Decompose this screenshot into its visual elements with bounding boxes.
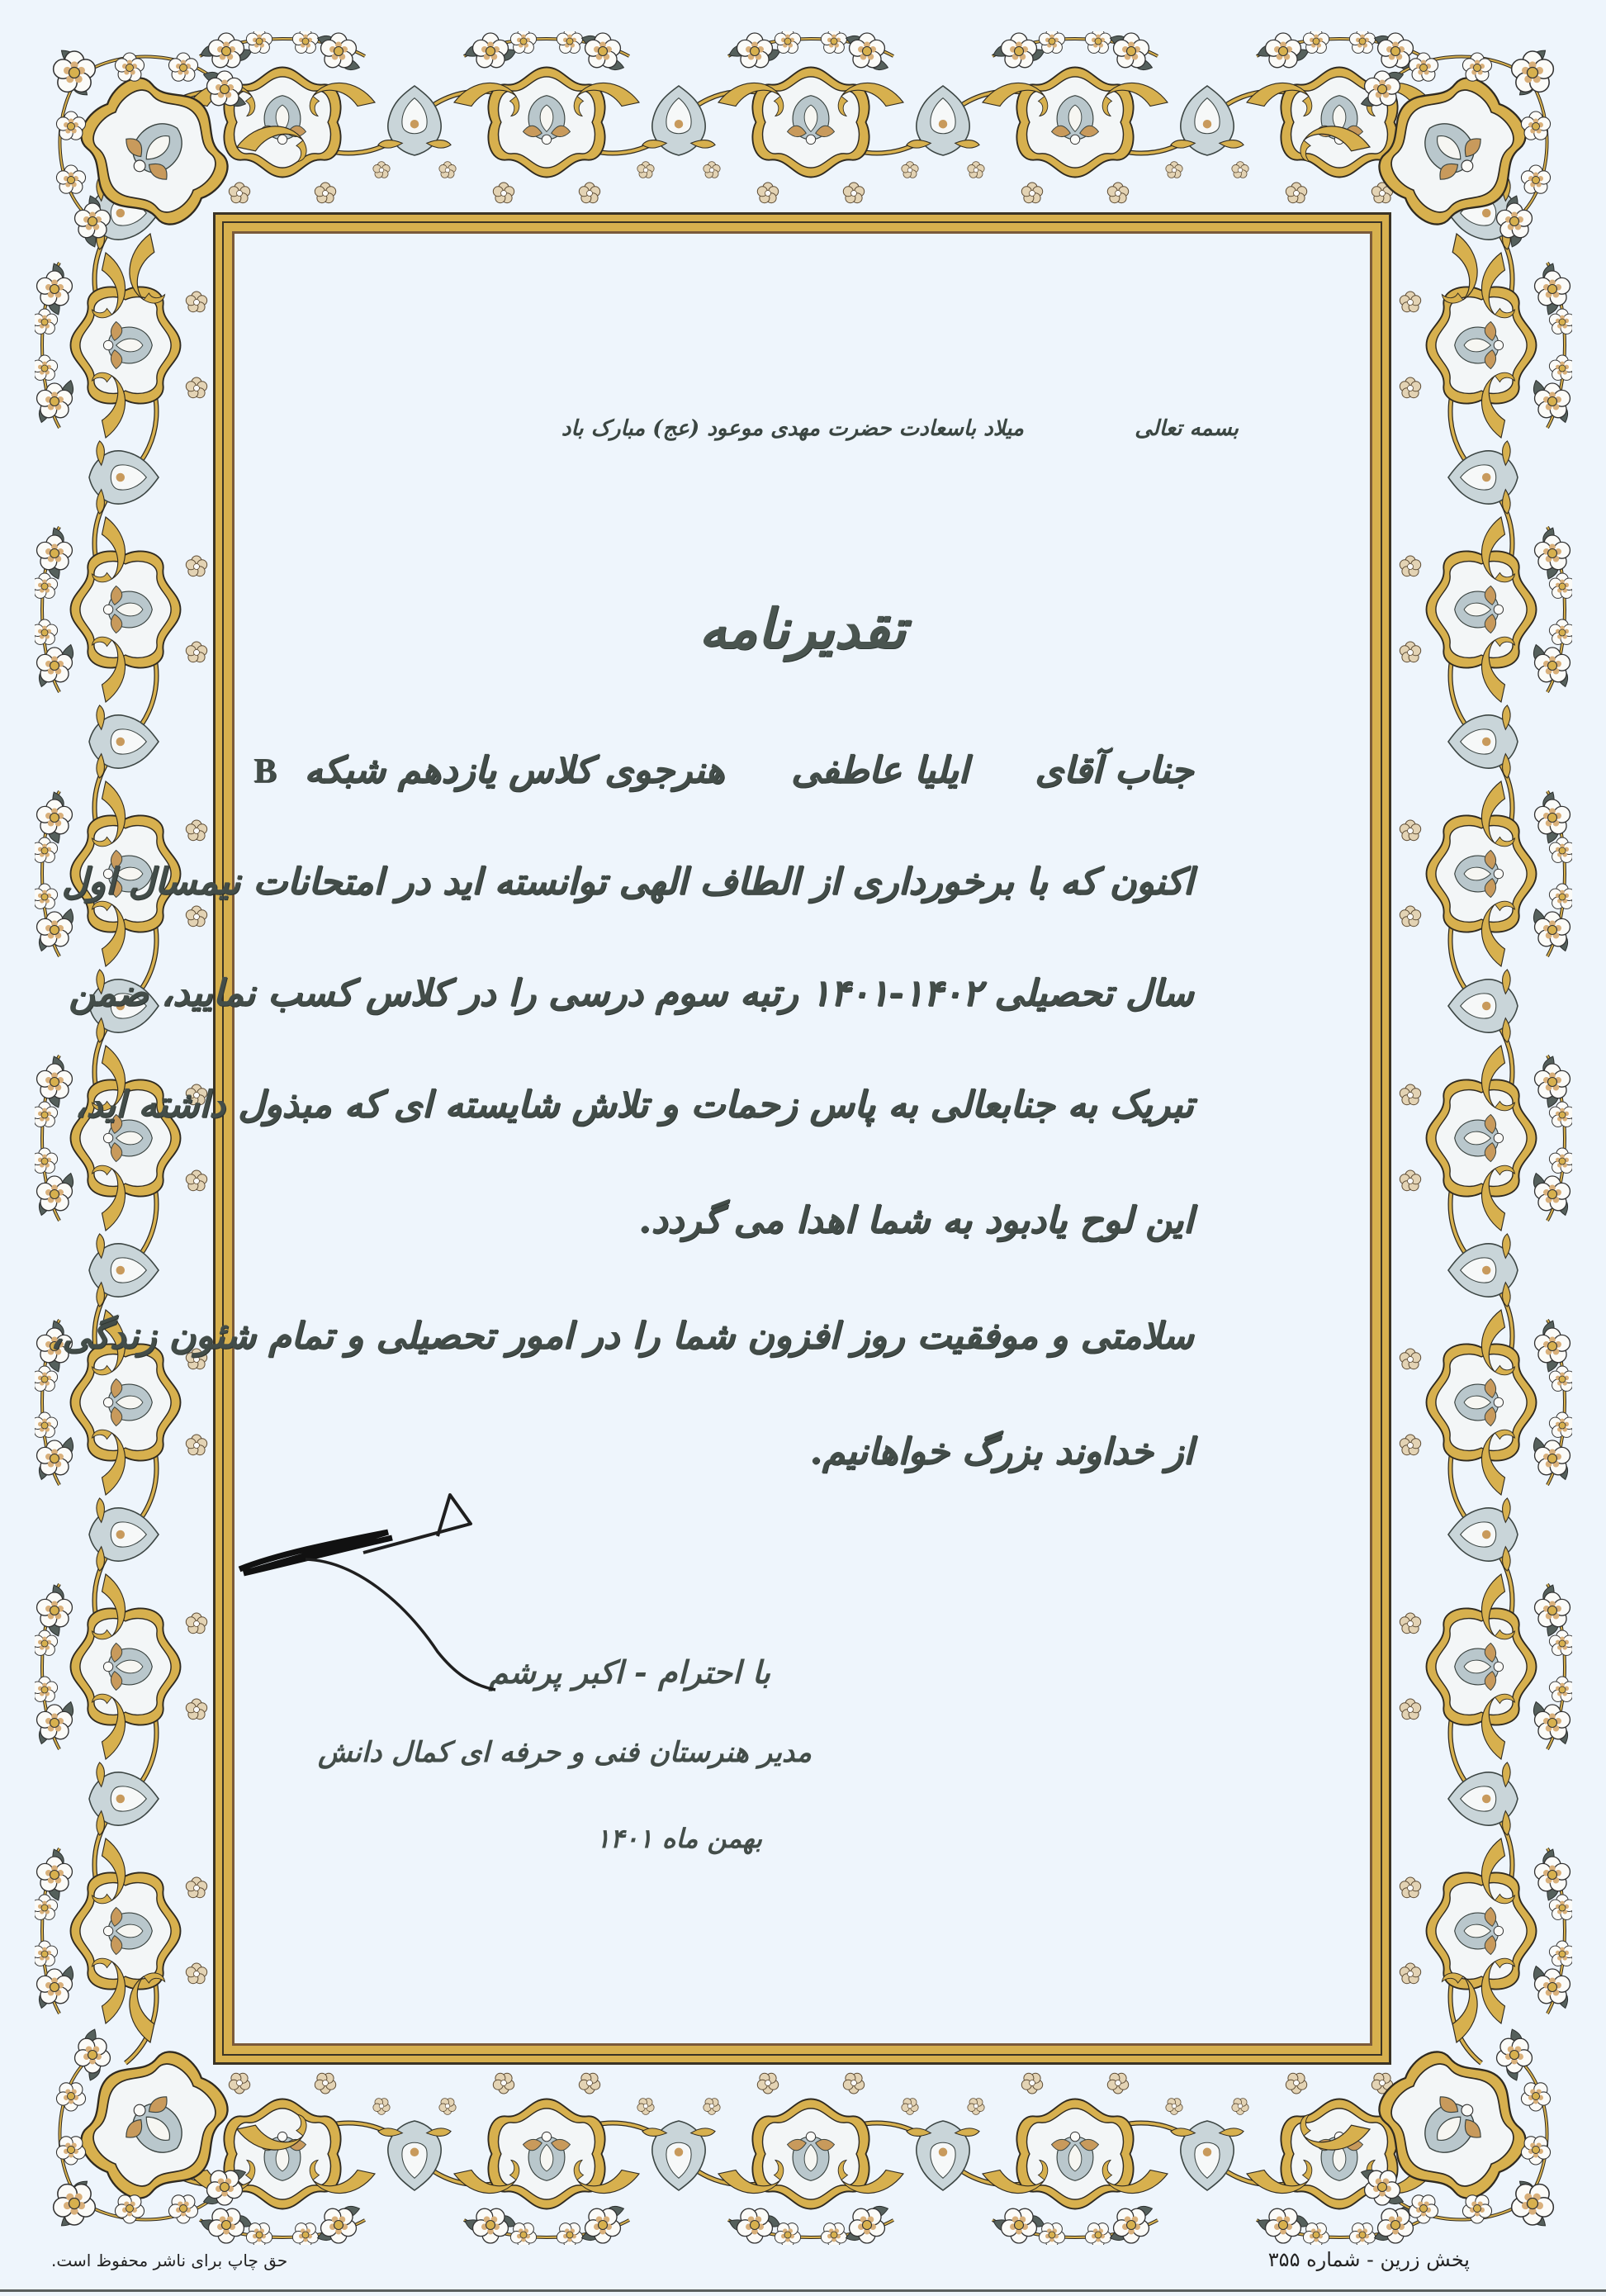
body-line-6: از خداوند بزرگ خواهانیم.	[809, 1430, 1193, 1473]
recipient-description: هنرجوی کلاس یازدهم شبکه	[304, 749, 725, 791]
signatory-position: مدیر هنرستان فنی و حرفه ای کمال دانش	[317, 1736, 812, 1769]
salutation: جناب آقای	[1035, 749, 1193, 791]
closing-signatory: با احترام - اکبر پرشم	[488, 1653, 770, 1691]
recipient-name: ایلیا عاطفی	[790, 749, 969, 791]
certificate-title: تقدیرنامه	[699, 596, 906, 661]
certificate-body	[50, 233, 1371, 2044]
body-line-4: این لوح یادبود به شما اهدا می گردد.	[638, 1199, 1193, 1241]
body-line-2: سال تحصیلی ۱۴۰۲-۱۴۰۱ رتبه سوم درسی را در کلاس کسب نمایید، ضمن	[69, 972, 1193, 1014]
occasion-greeting: میلاد باسعادت حضرت مهدی موعود (عج) مبارک باد	[561, 416, 1024, 441]
body-line-5: سلامتی و موفقیت روز افزون شما را در امور تحصیلی و تمام شئون زندگی،	[50, 1315, 1193, 1357]
signature-stroke-icon	[165, 1437, 661, 1701]
class-letter: B	[253, 752, 277, 790]
publisher-label: پخش زرین - شماره ۳۵۵	[1267, 2248, 1470, 2271]
recipient-line	[253, 749, 1193, 791]
handwritten-signature	[165, 1437, 661, 1701]
basmala-text: بسمه تعالی	[1135, 416, 1239, 441]
copyright-notice: حق چاپ برای ناشر محفوظ است.	[51, 2251, 288, 2270]
bottom-edge-rule	[0, 2289, 1606, 2292]
header-row	[234, 416, 1371, 466]
issue-date: بهمن ماه ۱۴۰۱	[595, 1823, 762, 1854]
body-line-1: اکنون که با برخورداری از الطاف الهی توانسته اید در امتحانات نیمسال اول	[61, 861, 1193, 903]
body-line-3: تبریک به جنابعالی به پاس زحمات و تلاش شایسته ای که مبذول داشته اید،	[74, 1084, 1193, 1126]
